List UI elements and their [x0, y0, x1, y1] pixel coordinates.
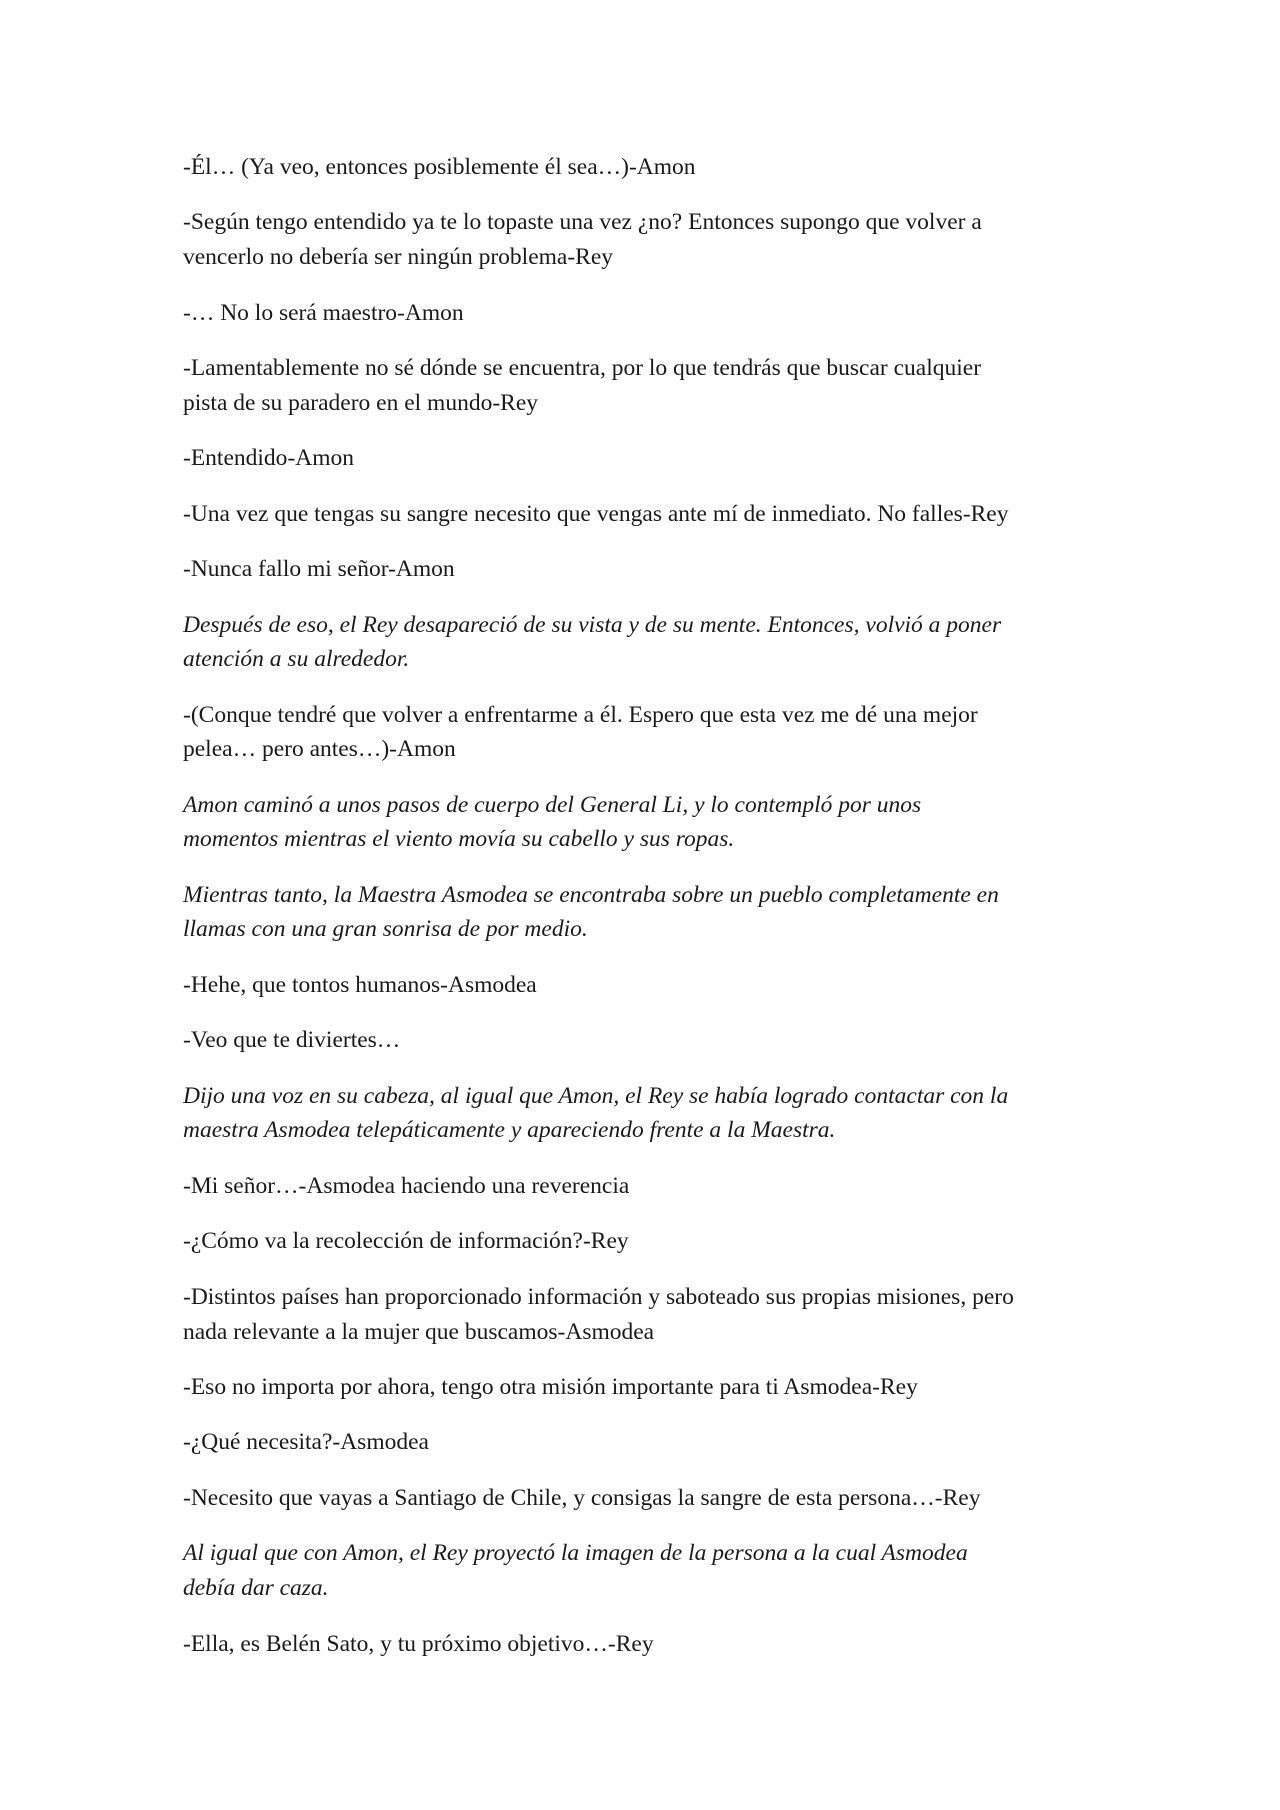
text-line: debía dar caza.	[183, 1575, 329, 1602]
text-line: -(Conque tendré que volver a enfrentarme a él. Espero que esta vez me dé una mejor	[183, 701, 978, 728]
dialogue-paragraph	[183, 968, 1123, 1003]
text-line: nada relevante a la mujer que buscamos-Asmodea	[183, 1318, 655, 1345]
text-line: -Entendido-Amon	[183, 445, 354, 472]
text-line: maestra Asmodea telepáticamente y apareciendo frente a la Maestra.	[183, 1117, 836, 1144]
dialogue-paragraph	[183, 1224, 1123, 1259]
dialogue-paragraph	[183, 1370, 1123, 1405]
dialogue-paragraph	[183, 1627, 1123, 1662]
text-line: -Distintos países han proporcionado información y saboteado sus propias misiones, pero	[183, 1283, 1014, 1310]
dialogue-paragraph	[183, 1481, 1123, 1516]
dialogue-paragraph	[183, 1023, 1123, 1058]
dialogue-paragraph	[183, 1169, 1123, 1204]
document-page	[183, 150, 1123, 1682]
text-line: vencerlo no debería ser ningún problema-Rey	[183, 244, 614, 271]
dialogue-paragraph	[183, 351, 1123, 420]
dialogue-paragraph	[183, 552, 1123, 587]
text-line: -Nunca fallo mi señor-Amon	[183, 556, 455, 583]
dialogue-paragraph	[183, 497, 1123, 532]
text-line: -Una vez que tengas su sangre necesito que vengas ante mí de inmediato. No falles-Rey	[183, 500, 1009, 527]
text-line: -Ella, es Belén Sato, y tu próximo objetivo…-Rey	[183, 1630, 654, 1657]
text-line: Mientras tanto, la Maestra Asmodea se encontraba sobre un pueblo completamente en	[183, 881, 999, 908]
dialogue-paragraph	[183, 1280, 1123, 1349]
text-line: -Según tengo entendido ya te lo topaste una vez ¿no? Entonces supongo que volver a	[183, 209, 982, 236]
text-line: -… No lo será maestro-Amon	[183, 299, 464, 326]
dialogue-paragraph	[183, 205, 1123, 274]
dialogue-paragraph	[183, 150, 1123, 185]
narration-paragraph	[183, 1079, 1123, 1148]
text-line: pelea… pero antes…)-Amon	[183, 736, 456, 763]
text-line: -¿Cómo va la recolección de información?-Rey	[183, 1228, 629, 1255]
text-line: -Él… (Ya veo, entonces posiblemente él sea…)-Amon	[183, 154, 696, 180]
text-line: -¿Qué necesita?-Asmodea	[183, 1429, 429, 1456]
narration-paragraph	[183, 608, 1123, 677]
dialogue-paragraph	[183, 296, 1123, 331]
narration-paragraph	[183, 1536, 1123, 1605]
dialogue-paragraph	[183, 698, 1123, 767]
narration-paragraph	[183, 878, 1123, 947]
text-line: -Veo que te diviertes…	[183, 1027, 401, 1054]
text-line: -Eso no importa por ahora, tengo otra misión importante para ti Asmodea-Rey	[183, 1373, 918, 1400]
text-line: Amon caminó a unos pasos de cuerpo del General Li, y lo contempló por unos	[183, 791, 922, 818]
text-line: Al igual que con Amon, el Rey proyectó la imagen de la persona a la cual Asmodea	[183, 1540, 968, 1567]
text-line: -Necesito que vayas a Santiago de Chile, y consigas la sangre de esta persona…-Rey	[183, 1484, 981, 1511]
text-line: momentos mientras el viento movía su cabello y sus ropas.	[183, 826, 735, 853]
text-line: pista de su paradero en el mundo-Rey	[183, 389, 539, 416]
text-line: llamas con una gran sonrisa de por medio.	[183, 916, 588, 943]
text-line: -Hehe, que tontos humanos-Asmodea	[183, 971, 537, 998]
narration-paragraph	[183, 788, 1123, 857]
text-line: Después de eso, el Rey desapareció de su vista y de su mente. Entonces, volvió a poner	[183, 611, 1002, 638]
dialogue-paragraph	[183, 1425, 1123, 1460]
text-line: -Lamentablemente no sé dónde se encuentra, por lo que tendrás que buscar cualquier	[183, 355, 982, 382]
text-line: Dijo una voz en su cabeza, al igual que Amon, el Rey se había logrado contactar con la	[183, 1082, 1009, 1109]
dialogue-paragraph	[183, 441, 1123, 476]
text-line: atención a su alrededor.	[183, 646, 410, 673]
text-line: -Mi señor…-Asmodea haciendo una reverencia	[183, 1172, 630, 1199]
